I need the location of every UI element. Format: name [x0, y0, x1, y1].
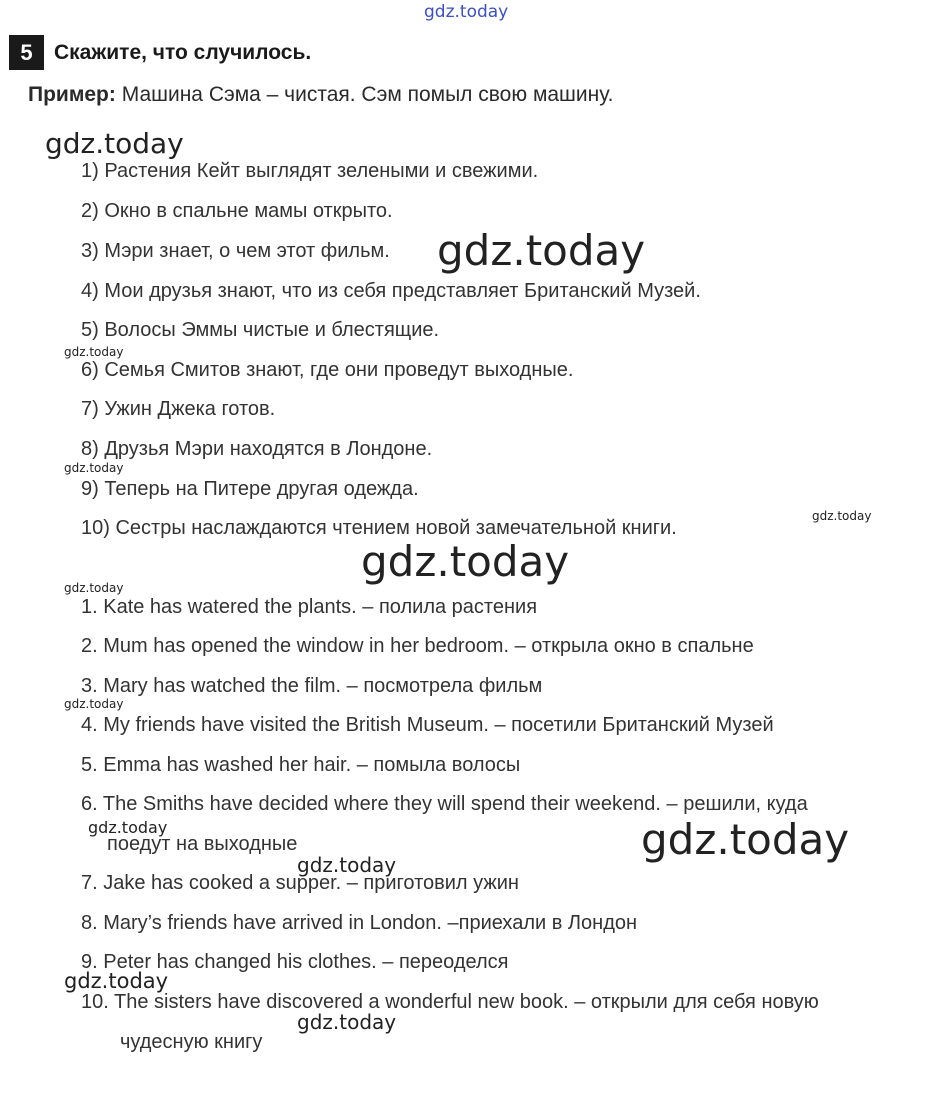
watermark: gdz.today	[88, 818, 168, 837]
statement-7: 7) Ужин Джека готов.	[81, 398, 276, 420]
example-line	[28, 83, 613, 107]
watermark: gdz.today	[64, 345, 124, 359]
watermark-top: gdz.today	[424, 2, 509, 22]
watermark: gdz.today	[64, 697, 124, 711]
watermark: gdz.today	[64, 969, 169, 993]
answer-9: 9. Peter has changed his clothes. – переоделся	[81, 951, 509, 973]
example-text: Машина Сэма – чистая. Сэм помыл свою машину.	[121, 83, 614, 106]
watermark: gdz.today	[64, 461, 124, 475]
answer-7: 7. Jake has cooked a supper. – приготовил ужин	[81, 872, 519, 894]
answer-1: 1. Kate has watered the plants. – полила растения	[81, 596, 538, 618]
answer-2: 2. Mum has opened the window in her bedroom. – открыла окно в спальне	[81, 635, 754, 657]
statement-5: 5) Волосы Эммы чистые и блестящие.	[81, 319, 440, 341]
watermark: gdz.today	[297, 1010, 397, 1034]
exercise-title: Скажите, что случилось.	[54, 41, 312, 64]
watermark: gdz.today	[64, 581, 124, 595]
answer-3: 3. Mary has watched the film. – посмотрела фильм	[81, 675, 543, 697]
statement-4: 4) Мои друзья знают, что из себя представляет Британский Музей.	[81, 280, 701, 302]
example-label: Пример:	[28, 83, 116, 106]
statement-10: 10) Сестры наслаждаются чтением новой замечательной книги.	[81, 517, 677, 539]
answer-8: 8. Mary’s friends have arrived in London. –приехали в Лондон	[81, 912, 638, 934]
watermark: gdz.today	[361, 537, 570, 586]
answer-6-continued: поедут на выходные	[107, 833, 298, 855]
statement-6: 6) Семья Смитов знают, где они проведут выходные.	[81, 359, 574, 381]
answer-4: 4. My friends have visited the British Museum. – посетили Британский Музей	[81, 714, 774, 736]
watermark: gdz.today	[812, 509, 872, 523]
answer-6: 6. The Smiths have decided where they will spend their weekend. – решили, куда	[81, 793, 808, 815]
statement-8: 8) Друзья Мэри находятся в Лондоне.	[81, 438, 433, 460]
answer-10: 10. The sisters have discovered a wonderful new book. – открыли для себя новую	[81, 991, 819, 1013]
statement-2: 2) Окно в спальне мамы открыто.	[81, 200, 393, 222]
statement-3: 3) Мэри знает, о чем этот фильм.	[81, 240, 390, 262]
watermark: gdz.today	[641, 815, 850, 864]
statement-9: 9) Теперь на Питере другая одежда.	[81, 478, 419, 500]
watermark: gdz.today	[45, 127, 184, 160]
exercise-number-badge: 5	[9, 35, 44, 70]
watermark: gdz.today	[437, 226, 646, 275]
answer-5: 5. Emma has washed her hair. – помыла волосы	[81, 754, 521, 776]
watermark: gdz.today	[297, 853, 397, 877]
statement-1: 1) Растения Кейт выглядят зелеными и свежими.	[81, 160, 539, 182]
answer-10-continued: чудесную книгу	[120, 1031, 263, 1053]
